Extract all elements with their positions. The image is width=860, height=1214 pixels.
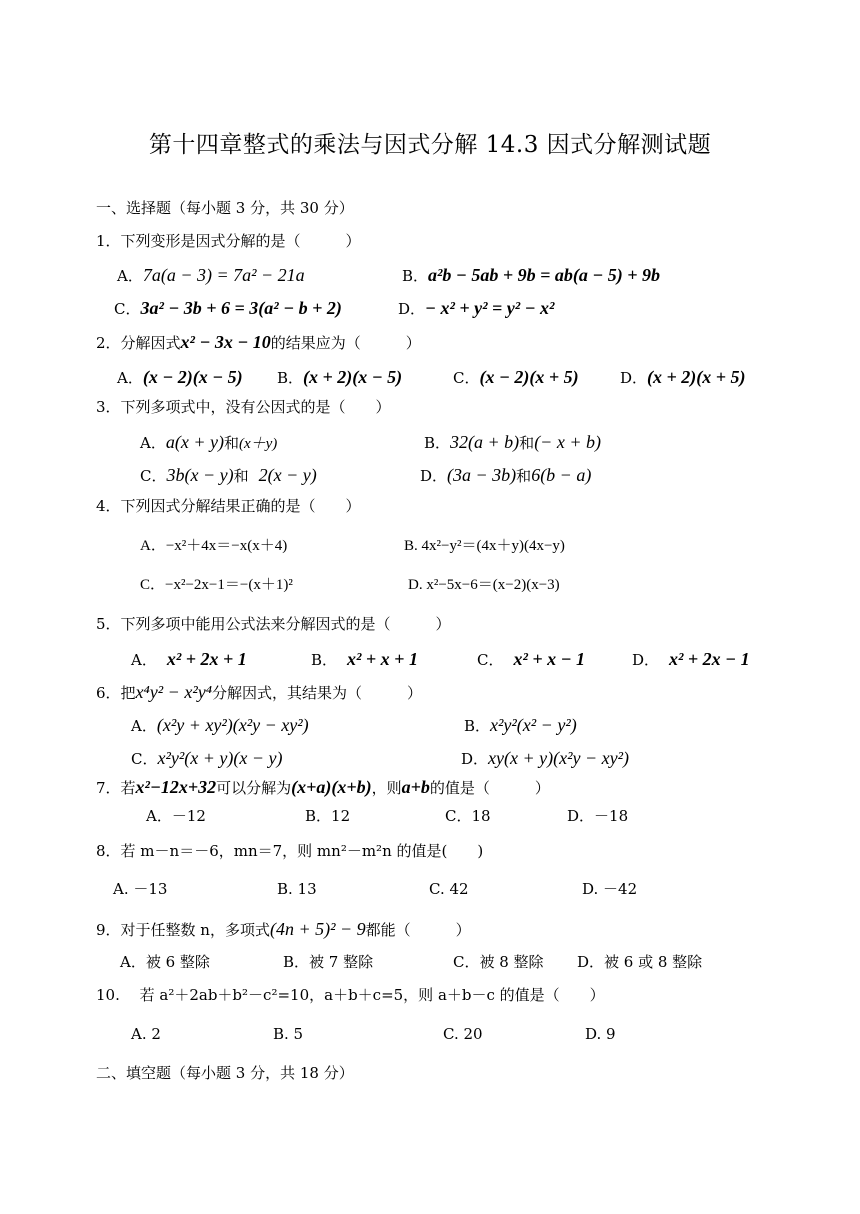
q9-option-c: C．被 8 整除 bbox=[453, 953, 544, 971]
q7-stem-mid2: ，则 bbox=[371, 779, 402, 797]
section-heading-choice: 一、选择题（每小题 3 分，共 30 分） bbox=[96, 199, 354, 217]
option-label: A． bbox=[131, 651, 157, 669]
q6-option-d-expr: xy(x + y)(x²y − xy²) bbox=[488, 748, 630, 768]
q5-option-a-expr: x² + 2x + 1 bbox=[166, 649, 247, 669]
option-label: A． bbox=[117, 267, 143, 285]
q2-option-d bbox=[620, 368, 746, 386]
q4-option-c: C．−x²−2x−1＝−(x＋1)² bbox=[140, 577, 293, 593]
question-6-stem bbox=[96, 683, 422, 701]
q9-option-b: B．被 7 整除 bbox=[283, 953, 374, 971]
q3-join: 和 bbox=[223, 434, 239, 452]
q7-option-a: A．－12 bbox=[146, 807, 206, 825]
q7-stem-pre: 7．若 bbox=[96, 779, 136, 797]
q2-option-c bbox=[453, 368, 579, 386]
question-3-stem: 3．下列多项式中，没有公因式的是（ ） bbox=[96, 398, 391, 416]
q5-option-a bbox=[131, 650, 247, 668]
q3-option-a-expr2: (x＋y) bbox=[238, 436, 278, 452]
q6-option-b bbox=[464, 716, 577, 734]
q6-option-d bbox=[461, 749, 629, 767]
q5-option-d bbox=[632, 650, 750, 668]
option-label: C． bbox=[140, 467, 167, 485]
q7-expr1: x²−12x+32 bbox=[135, 777, 217, 797]
option-label: A． bbox=[131, 717, 157, 735]
q3-option-c-expr2: 2(x − y) bbox=[258, 465, 317, 485]
q10-option-c: C. 20 bbox=[443, 1025, 483, 1043]
option-label: B． bbox=[464, 717, 491, 735]
option-label: D． bbox=[420, 467, 448, 485]
option-label: C． bbox=[114, 300, 141, 318]
q10-option-d: D. 9 bbox=[585, 1025, 616, 1043]
q7-option-c: C．18 bbox=[445, 807, 491, 825]
q4-option-d: D. x²−5x−6＝(x−2)(x−3) bbox=[408, 577, 560, 593]
option-label: C． bbox=[131, 750, 158, 768]
q6-stem-post: 分解因式，其结果为（ ） bbox=[211, 684, 422, 702]
q2-option-a bbox=[117, 368, 243, 386]
q6-expr: x⁴y² − x²y⁴ bbox=[135, 682, 212, 702]
q1-option-d-expr: − x² + y² = y² − x² bbox=[425, 298, 555, 318]
q1-option-a-expr: 7a(a − 3) = 7a² − 21a bbox=[142, 265, 305, 285]
option-label: D． bbox=[461, 750, 489, 768]
q6-option-b-expr: x²y²(x² − y²) bbox=[490, 715, 577, 735]
q5-option-c bbox=[477, 650, 585, 668]
q2-option-b bbox=[277, 368, 402, 386]
q9-stem-pre: 9．对于任整数 n，多项式 bbox=[96, 921, 270, 939]
q6-option-c bbox=[131, 749, 282, 767]
q3-option-b-expr2: (− x + b) bbox=[534, 432, 601, 452]
q3-option-d bbox=[420, 466, 591, 484]
q5-option-b-expr: x² + x + 1 bbox=[347, 649, 418, 669]
q6-option-a-expr: (x²y + xy²)(x²y − xy²) bbox=[156, 715, 309, 735]
q9-option-a: A．被 6 整除 bbox=[120, 953, 210, 971]
q3-option-a-expr1: a(x + y) bbox=[165, 432, 224, 452]
q1-option-a bbox=[117, 266, 305, 284]
question-8-stem: 8．若 m－n＝－6，mn＝7，则 mn²－m²n 的值是( ) bbox=[96, 842, 484, 860]
q2-option-b-expr: (x + 2)(x − 5) bbox=[303, 367, 403, 387]
question-10-stem: 10. 若 a²＋2ab＋b²－c²=10，a＋b＋c=5，则 a＋b－c 的值是（ ） bbox=[96, 986, 605, 1004]
option-label: C． bbox=[453, 369, 480, 387]
q6-option-a bbox=[131, 716, 309, 734]
q2-expr: x² − 3x − 10 bbox=[180, 332, 271, 352]
q3-join: 和 bbox=[516, 467, 532, 485]
option-label: A． bbox=[117, 369, 143, 387]
q3-option-c bbox=[140, 466, 317, 484]
q4-option-a: A．−x²＋4x＝−x(x＋4) bbox=[140, 538, 288, 554]
q8-option-d: D. －42 bbox=[582, 880, 638, 898]
q9-option-d: D．被 6 或 8 整除 bbox=[577, 953, 703, 971]
q3-option-c-expr1: 3b(x − y) bbox=[166, 465, 234, 485]
q1-option-b bbox=[402, 266, 660, 284]
question-4-stem: 4．下列因式分解结果正确的是（ ） bbox=[96, 497, 361, 515]
option-label: B． bbox=[402, 267, 429, 285]
question-5-stem: 5．下列多项中能用公式法来分解因式的是（ ） bbox=[96, 615, 451, 633]
q5-option-c-expr: x² + x − 1 bbox=[513, 649, 586, 669]
q3-join: 和 bbox=[233, 467, 249, 485]
option-label: D． bbox=[398, 300, 426, 318]
q6-option-c-expr: x²y²(x + y)(x − y) bbox=[157, 748, 283, 768]
question-1-stem: 1．下列变形是因式分解的是（ ） bbox=[96, 232, 361, 250]
q4-option-b: B. 4x²−y²＝(4x＋y)(4x−y) bbox=[404, 538, 565, 554]
option-label: D． bbox=[620, 369, 648, 387]
question-7-stem bbox=[96, 778, 550, 796]
q7-stem-mid: 可以分解为 bbox=[216, 779, 292, 797]
q6-stem-pre: 6．把 bbox=[96, 684, 136, 702]
option-label: A． bbox=[140, 434, 166, 452]
option-label: D． bbox=[632, 651, 660, 669]
q1-option-c bbox=[114, 299, 342, 317]
q5-option-d-expr: x² + 2x − 1 bbox=[669, 649, 750, 669]
q9-stem-post: 都能（ ） bbox=[365, 921, 471, 939]
q3-option-b bbox=[424, 433, 601, 451]
option-label: C． bbox=[477, 651, 504, 669]
q1-option-b-expr: a²b − 5ab + 9b = ab(a − 5) + 9b bbox=[428, 265, 661, 285]
q2-stem-pre: 2．分解因式 bbox=[96, 334, 181, 352]
option-label: B． bbox=[277, 369, 304, 387]
q10-option-a: A. 2 bbox=[131, 1025, 161, 1043]
q2-option-a-expr: (x − 2)(x − 5) bbox=[142, 367, 243, 387]
question-9-stem bbox=[96, 920, 471, 938]
q7-expr2: (x+a)(x+b) bbox=[291, 777, 372, 797]
q7-option-b: B．12 bbox=[305, 807, 351, 825]
option-label: B． bbox=[311, 651, 338, 669]
q1-option-c-expr: 3a² − 3b + 6 = 3(a² − b + 2) bbox=[140, 298, 342, 318]
q9-expr: (4n + 5)² − 9 bbox=[269, 919, 366, 939]
q3-option-d-expr2: 6(b − a) bbox=[531, 465, 592, 485]
q2-stem-post: 的结果应为（ ） bbox=[270, 334, 421, 352]
q1-option-d bbox=[398, 299, 554, 317]
section-heading-fill-in: 二、填空题（每小题 3 分，共 18 分） bbox=[96, 1064, 354, 1082]
q8-option-c: C. 42 bbox=[429, 880, 469, 898]
option-label: B． bbox=[424, 434, 451, 452]
q3-join: 和 bbox=[519, 434, 535, 452]
q7-option-d: D．－18 bbox=[567, 807, 629, 825]
q8-option-a: A. －13 bbox=[113, 880, 168, 898]
q7-expr3: a+b bbox=[401, 777, 430, 797]
q7-stem-post: 的值是（ ） bbox=[429, 779, 550, 797]
q3-option-d-expr1: (3a − 3b) bbox=[447, 465, 517, 485]
q5-option-b bbox=[311, 650, 418, 668]
q8-option-b: B. 13 bbox=[277, 880, 317, 898]
q3-option-a bbox=[140, 433, 277, 452]
q3-option-b-expr1: 32(a + b) bbox=[450, 432, 520, 452]
q2-option-d-expr: (x + 2)(x + 5) bbox=[647, 367, 746, 387]
page-title: 第十四章整式的乘法与因式分解 14.3 因式分解测试题 bbox=[148, 132, 712, 158]
q2-option-c-expr: (x − 2)(x + 5) bbox=[479, 367, 579, 387]
question-2-stem bbox=[96, 333, 421, 351]
q10-option-b: B. 5 bbox=[273, 1025, 304, 1043]
